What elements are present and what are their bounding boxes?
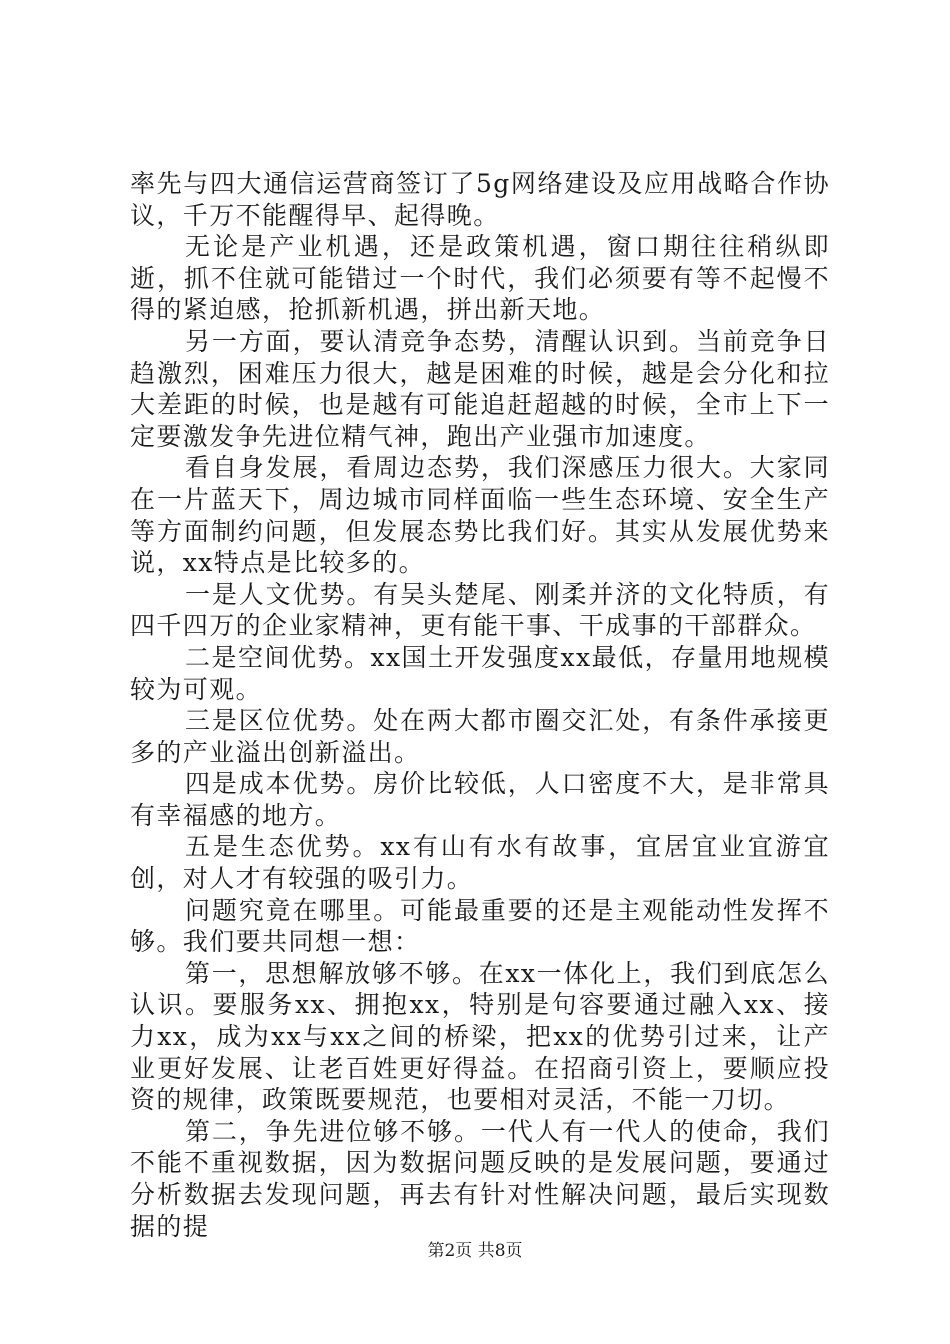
paragraph: 五是生态优势。xx有山有水有故事，宜居宜业宜游宜创，对人才有较强的吸引力。 — [130, 832, 830, 894]
page-number-footer: 第2页 共8页 — [427, 1241, 523, 1261]
paragraph: 看自身发展，看周边态势，我们深感压力很大。大家同在一片蓝天下，周边城市同样面临一些生态环境、安全生产等方面制约问题，但发展态势比我们好。其实从发展优势来说，xx特点是比较多的。 — [130, 453, 830, 578]
document-body — [130, 168, 830, 1242]
paragraph: 另一方面，要认清竞争态势，清醒认识到。当前竞争日趋激烈，困难压力很大，越是困难的时候，越是会分化和拉大差距的时候，也是越有可能追赶超越的时候，全市上下一定要激发争先进位精气神，跑出产业强市加速度。 — [130, 326, 830, 451]
paragraph: 二是空间优势。xx国土开发强度xx最低，存量用地规模较为可观。 — [130, 642, 830, 704]
paragraph-continuation: 率先与四大通信运营商签订了5g网络建设及应用战略合作协议，千万不能醒得早、起得晚。 — [130, 169, 830, 230]
paragraph: 四是成本优势。房价比较低，人口密度不大，是非常具有幸福感的地方。 — [130, 769, 830, 830]
paragraph: 第二，争先进位够不够。一代人有一代人的使命，我们不能不重视数据，因为数据问题反映的是发展问题，要通过分析数据去发现问题，再去有针对性解决问题，最后实现数据的提 — [130, 1116, 830, 1241]
paragraph: 一是人文优势。有吴头楚尾、刚柔并济的文化特质，有四千四万的企业家精神，更有能干事、干成事的干部群众。 — [130, 579, 830, 641]
paragraph: 问题究竟在哪里。可能最重要的还是主观能动性发挥不够。我们要共同想一想： — [130, 895, 830, 957]
paragraph: 三是区位优势。处在两大都市圈交汇处，有条件承接更多的产业溢出创新溢出。 — [130, 706, 830, 767]
paragraph: 第一，思想解放够不够。在xx一体化上，我们到底怎么认识。要服务xx、拥抱xx，特别是句容要通过融入xx、接力xx，成为xx与xx之间的桥梁，把xx的优势引过来，让产业更好发展、让老百姓更好得益。在招商引资上，要顺应投资的规律，政策既要规范，也要相对灵活，不能一刀切。 — [130, 958, 830, 1115]
paragraph: 无论是产业机遇，还是政策机遇，窗口期往往稍纵即逝，抓不住就可能错过一个时代，我们必须要有等不起慢不得的紧迫感，抢抓新机遇，拼出新天地。 — [130, 232, 830, 325]
